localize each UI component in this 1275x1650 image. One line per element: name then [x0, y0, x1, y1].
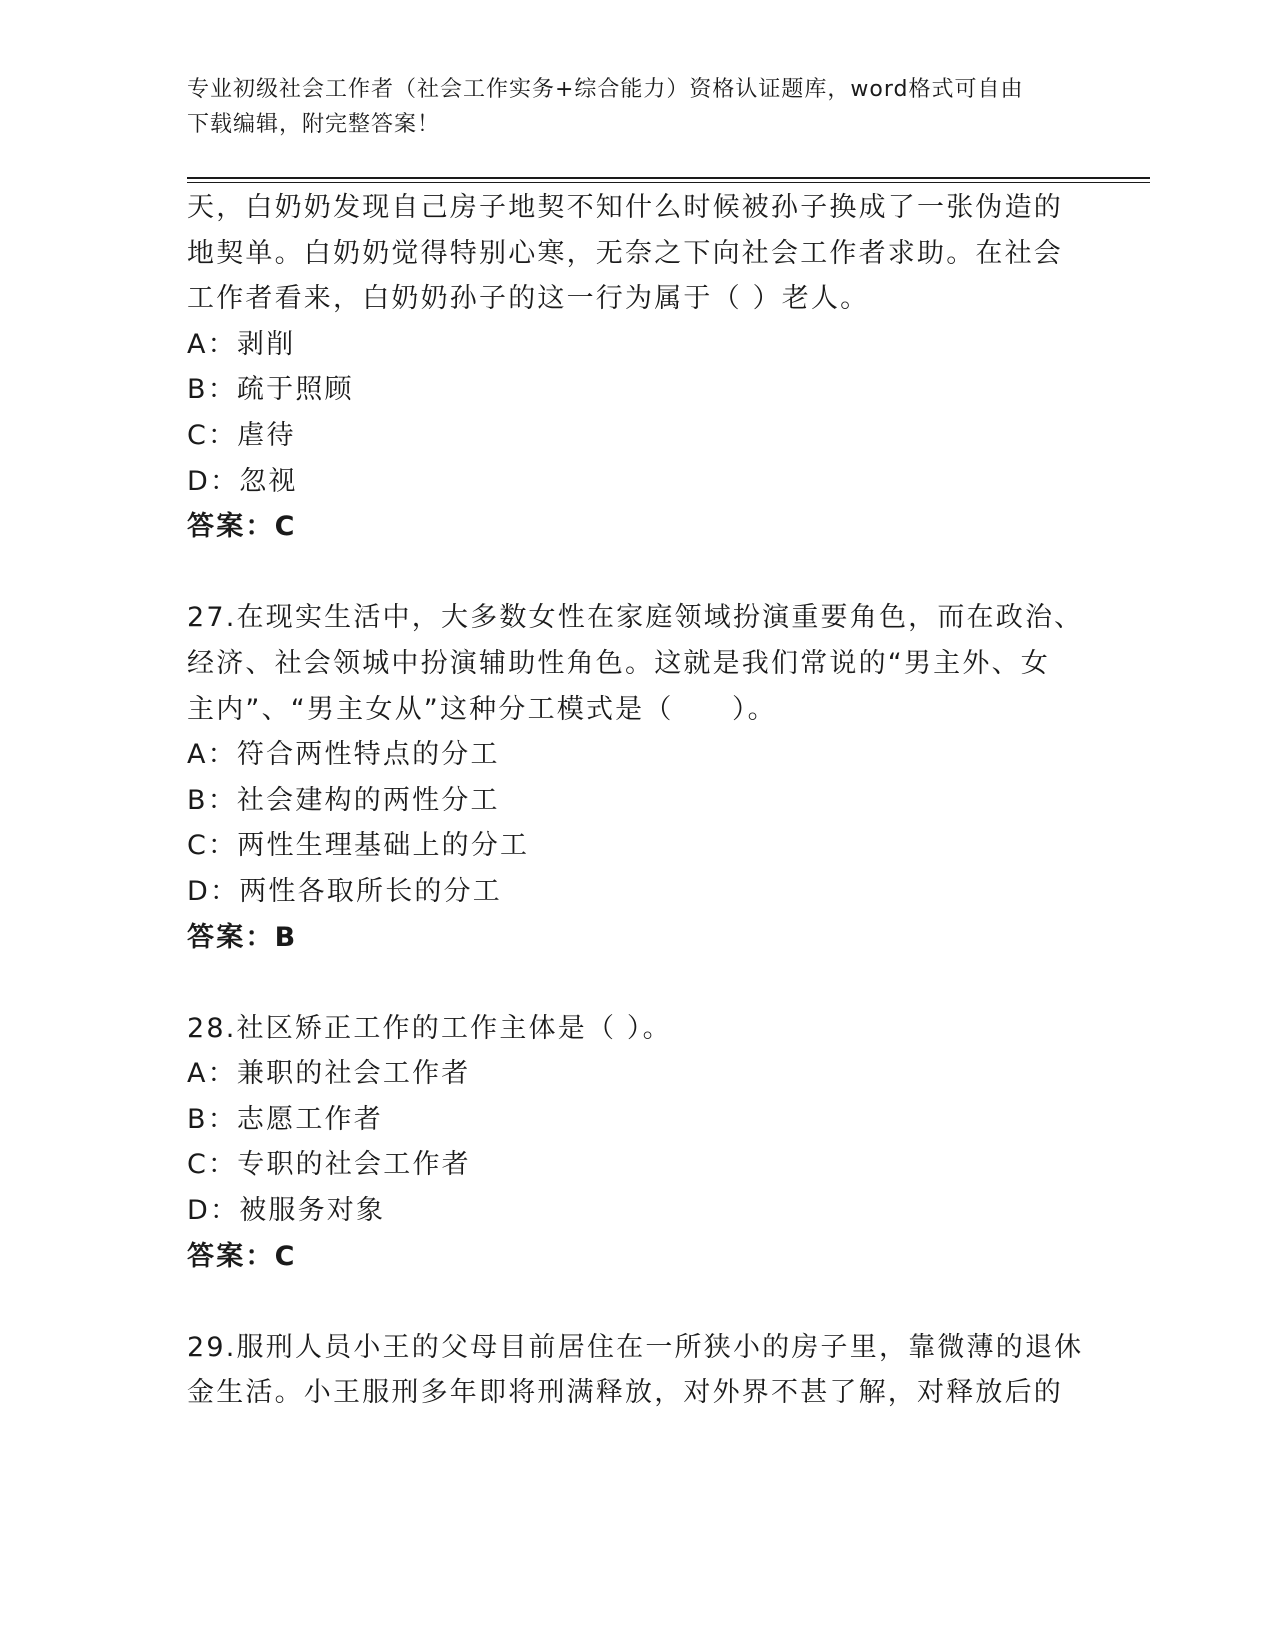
question-29 — [187, 1325, 1087, 1416]
answer: 答案：B — [187, 921, 298, 953]
spacer — [187, 1279, 1087, 1325]
header-divider-thin — [187, 182, 1150, 183]
question-28 — [187, 1006, 1087, 1280]
option-c: C：专职的社会工作者 — [187, 1149, 471, 1181]
header-line: 下载编辑，附完整答案！ — [187, 112, 441, 137]
option-d: D：被服务对象 — [187, 1195, 386, 1227]
header-line: 专业初级社会工作者（社会工作实务+综合能力）资格认证题库，word格式可自由 — [187, 77, 1024, 102]
document-header — [187, 72, 1087, 142]
answer: 答案：C — [187, 511, 297, 543]
answer: 答案：C — [187, 1240, 297, 1272]
question-text-line: 29.服刑人员小王的父母目前居住在一所狭小的房子里，靠微薄的退休 — [187, 1331, 1084, 1363]
question-text-line: 经济、社会领城中扮演辅助性角色。这就是我们常说的“男主外、女 — [187, 647, 1050, 679]
spacer — [187, 960, 1087, 1006]
header-divider — [187, 177, 1150, 179]
question-26 — [187, 185, 1087, 550]
option-a: A：剥削 — [187, 328, 296, 360]
option-b: B：志愿工作者 — [187, 1103, 383, 1135]
question-text-line: 地契单。白奶奶觉得特别心寒，无奈之下向社会工作者求助。在社会 — [187, 237, 1063, 269]
option-c: C：虐待 — [187, 419, 296, 451]
question-text-line: 工作者看来，白奶奶孙子的这一行为属于（ ）老人。 — [187, 283, 870, 315]
question-text-line: 主内”、“男主女从”这种分工模式是（ ）。 — [187, 693, 777, 725]
question-text-line: 27.在现实生活中，大多数女性在家庭领域扮演重要角色，而在政治、 — [187, 602, 1084, 634]
option-b: B：疏于照顾 — [187, 374, 354, 406]
option-b: B：社会建构的两性分工 — [187, 784, 500, 816]
question-text-line: 28.社区矫正工作的工作主体是（ ）。 — [187, 1012, 672, 1044]
spacer — [187, 550, 1087, 596]
option-a: A：兼职的社会工作者 — [187, 1058, 471, 1090]
option-c: C：两性生理基础上的分工 — [187, 830, 530, 862]
question-text-line: 金生活。小王服刑多年即将刑满释放，对外界不甚了解，对释放后的 — [187, 1377, 1063, 1409]
document-body — [187, 185, 1087, 1416]
option-d: D：忽视 — [187, 465, 298, 497]
option-a: A：符合两性特点的分工 — [187, 739, 500, 771]
question-27 — [187, 595, 1087, 960]
option-d: D：两性各取所长的分工 — [187, 875, 502, 907]
question-text-line: 天，白奶奶发现自己房子地契不知什么时候被孙子换成了一张伪造的 — [187, 192, 1063, 223]
